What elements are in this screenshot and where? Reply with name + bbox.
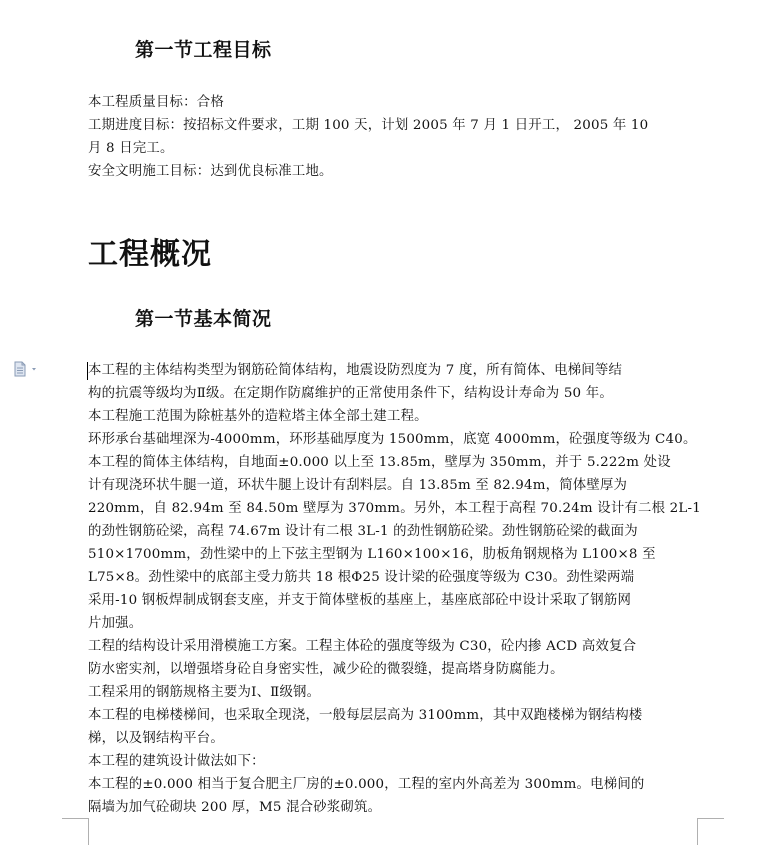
body-line: 计有现浇环状牛腿一道，环状牛腿上设计有刮料层。自 13.85m 至 82.94m，简体壁厚为 [88, 478, 628, 493]
section-heading-goals: 第一节工程目标 [135, 39, 272, 61]
body-line: 片加强。 [88, 616, 143, 631]
body-line: 本工程的建筑设计做法如下： [88, 754, 265, 769]
body-line: 工程的结构设计采用滑模施工方案。工程主体砼的强度等级为 C30，砼内掺 ACD 高效复合 [88, 639, 637, 654]
section-heading-basic: 第一节基本简况 [135, 308, 272, 330]
document-icon[interactable] [13, 361, 39, 377]
body-line: 工程采用的钢筋规格主要为Ⅰ、Ⅱ级钢。 [88, 685, 321, 700]
page-corner-mark-right [697, 818, 724, 845]
body-line: 510×1700mm，劲性梁中的上下弦主型钢为 L160×100×16，肋板角钢规格为 L100×8 至 [88, 547, 656, 562]
body-line: 梯，以及钢结构平台。 [88, 731, 224, 746]
body-line: 的劲性钢筋砼梁，高程 74.67m 设计有二根 3L-1 的劲性钢筋砼梁。劲性钢筋砼梁的截面为 [88, 524, 638, 539]
body-line: 环形承台基础埋深为-4000mm，环形基础厚度为 1500mm，底宽 4000mm，砼强度等级为 C40。 [88, 432, 697, 447]
body-line: 220mm，自 82.94m 至 84.50m 壁厚为 370mm。另外，本工程于高程 70.24m 设计有二根 2L-1 [88, 501, 701, 516]
body-line: 防水密实剂，以增强塔身砼自身密实性，减少砼的微裂缝，提高塔身防腐能力。 [88, 662, 564, 677]
goal-line-schedule: 工期进度目标：按招标文件要求，工期 100 天，计划 2005 年 7 月 1 日开工， 2005 年 10 [88, 118, 649, 133]
body-line: 本工程的±0.000 相当于复合肥主厂房的±0.000，工程的室内外高差为 300mm。电梯间的 [88, 777, 645, 792]
body-line: 本工程的简体主体结构，自地面±0.000 以上至 13.85m，壁厚为 350mm，并于 5.222m 处设 [88, 455, 671, 470]
chapter-heading-overview: 工程概况 [88, 237, 212, 272]
body-line: 隔墙为加气砼砌块 200 厚，M5 混合砂浆砌筑。 [88, 800, 382, 815]
body-line: 本工程的主体结构类型为钢筋砼简体结构，地震设防烈度为 7 度，所有简体、电梯间等结 [88, 363, 623, 378]
goal-line-schedule-cont: 月 8 日完工。 [88, 141, 174, 156]
body-line: 构的抗震等级均为Ⅱ级。在定期作防腐维护的正常使用条件下，结构设计寿命为 50 年。 [88, 386, 613, 401]
page-corner-mark-left [62, 818, 89, 845]
body-line: 本工程的电梯楼梯间，也采取全现浇，一般每层层高为 3100mm，其中双跑楼梯为钢结构楼 [88, 708, 643, 723]
goal-line-safety: 安全文明施工目标：达到优良标准工地。 [88, 164, 333, 179]
goal-line-quality: 本工程质量目标：合格 [88, 95, 224, 110]
body-line: 本工程施工范围为除桩基外的造粒塔主体全部土建工程。 [88, 409, 428, 424]
body-line: 采用-10 钢板焊制成钢套支座，并支于简体壁板的基座上，基座底部砼中设计采取了钢筋网 [88, 593, 632, 608]
body-line: L75×8。劲性梁中的底部主受力筋共 18 根Φ25 设计梁的砼强度等级为 C30。劲性梁两端 [88, 570, 635, 585]
